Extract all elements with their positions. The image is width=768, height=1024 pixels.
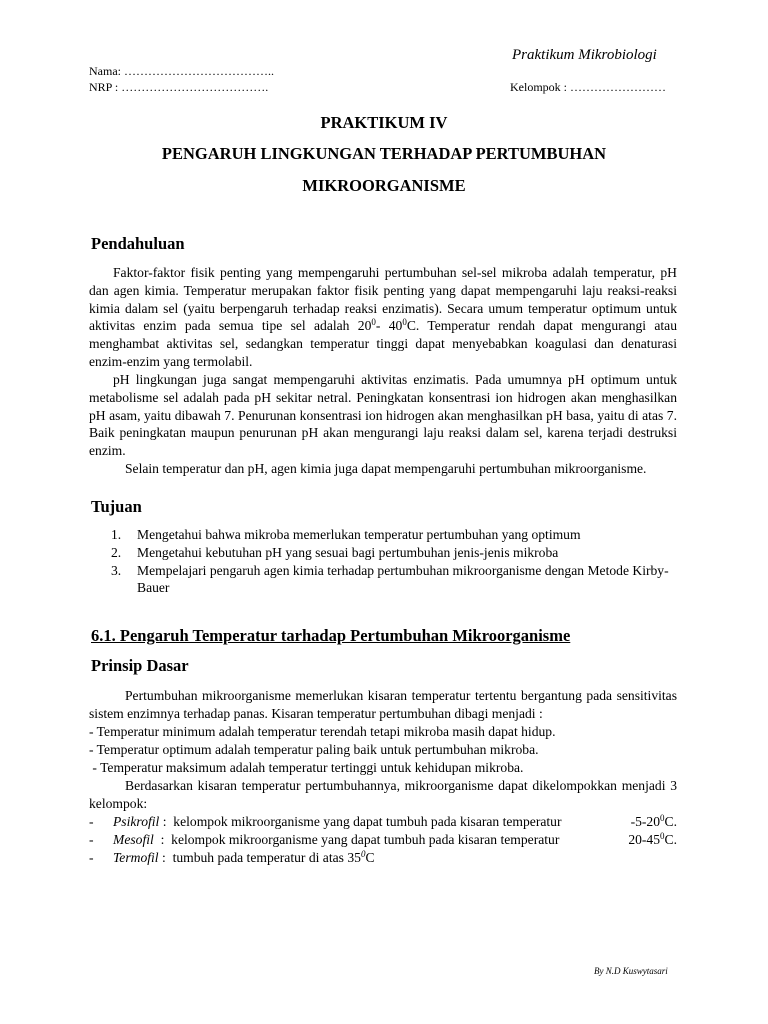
section-6-1-title: 6.1. Pengaruh Temperatur tarhadap Pertumbuhan Mikroorganisme	[91, 626, 571, 645]
author-footer: By N.D Kuswytasari	[594, 966, 668, 976]
nama-field: Nama: ………………………………..	[89, 64, 274, 78]
list-item: 3. Mempelajari pengaruh agen kimia terhadap pertumbuhan mikroorganisme dengan Metode Kirby-Bauer	[111, 562, 669, 596]
list-item: 1. Mengetahui bahwa mikroba memerlukan temperatur pertumbuhan yang optimum	[111, 527, 581, 542]
tujuan-list	[89, 526, 679, 597]
range-item-optimum: - Temperatur optimum adalah temperatur paling baik untuk pertumbuhan mikroba.	[89, 742, 539, 757]
pendahuluan-paragraph-1: Faktor-faktor fisik penting yang mempengaruhi pertumbuhan sel-sel mikroba adalah temperatur, pH dan agen kimia. Temperatur merupakan faktor fisik penting yang dapat mempengaruhi laju reaksi-reaksi kimia dalam sel (yaitu berpengaruh terhadap reaksi enzimatis). Secara umum temperatur optimum untuk aktivitas enzim pada semua tipe sel adalah $20^0-$ $40^0C$. Temperatur rendah dapat mengurangi atau menghambat aktivitas sel, sedangkan temperatur tinggi dapat menyebabkan koagulasi dan denaturasi enzim-enzim yang termolabil.	[89, 265, 678, 369]
list-item: 2. Mengetahui kebutuhan pH yang sesuai bagi pertumbuhan jenis-jenis mikroba	[111, 544, 559, 560]
prinsip-dasar-heading: Prinsip Dasar	[91, 656, 189, 675]
pendahuluan-paragraph-3: Selain temperatur dan pH, agen kimia juga dapat mempengaruhi pertumbuhan mikroorganisme.	[125, 461, 647, 476]
prinsip-paragraph-1: Pertumbuhan mikroorganisme memerlukan kisaran temperatur tertentu bergantung pada sensitivitas sistem enzimnya terhadap panas. Kisaran temperatur pertumbuhan dibagi menjadi :	[89, 688, 677, 721]
mesofil-range: $20-45^0C$.	[628, 831, 677, 847]
kelompok-field: Kelompok : ……………………	[510, 80, 666, 94]
course-header: Praktikum Mikrobiologi	[512, 47, 657, 63]
pendahuluan-heading: Pendahuluan	[91, 234, 185, 253]
tujuan-heading: Tujuan	[91, 497, 142, 516]
nrp-field: NRP : ……………………………….	[89, 80, 269, 94]
range-item-maksimum: - Temperatur maksimum adalah temperatur tertinggi untuk kehidupan mikroba.	[89, 760, 524, 775]
range-item-minimum: - Temperatur minimum adalah temperatur terendah tetapi mikroba masih dapat hidup.	[89, 724, 556, 739]
psikrofil-range: $-5-20^0C$.	[630, 813, 677, 829]
practicum-title: PRAKTIKUM IV	[320, 113, 448, 132]
main-title-line1: PENGARUH LINGKUNGAN TERHADAP PERTUMBUHAN	[161, 144, 607, 163]
main-title-line2: MIKROORGANISME	[302, 176, 466, 195]
pendahuluan-paragraph-2: pH lingkungan juga sangat mempengaruhi aktivitas enzimatis. Pada umumnya pH optimum untuk metabolisme sel adalah pada pH sekitar netral. Peningkatan konsentrasi ion hidrogen akan menghasilkan pH asam, yaitu dibawah 7. Penurunan konsentrasi ion hidrogen akan menghasilkan pH basa, yaitu di atas 7. Baik peningkatan maupun penurunan pH akan mengurangi laju reaksi dalam sel, karena terjadi destruksi enzim.	[89, 372, 677, 459]
document-page: Praktikum Mikrobiologi Nama: ……………………………….. NRP : ………………………………. Kelompok : …………………… PRAKTIKUM IV PENGARUH LINGKUNGAN TERHADAP PERTUMBUHAN MIKROORGANISME Pendahuluan Faktor-faktor fisik penting yang mempengaruhi pertumbuhan sel-sel mikroba adalah temperatur, pH dan agen kimia. Temperatur merupakan faktor fisik penting yang dapat mempengaruhi laju reaksi-reaksi kimia dalam sel (yaitu berpengaruh terhadap reaksi enzimatis). Secara umum temperatur optimum untuk aktivitas enzim pada semua tipe sel adalah $20^0-$ $40^0C$. Temperatur rendah dapat mengurangi atau menghambat aktivitas sel, sedangkan temperatur tinggi dapat menyebabkan koagulasi dan denaturasi enzim-enzim yang termolabil. pH lingkungan juga sangat mempengaruhi aktivitas enzimatis. Pada umumnya pH optimum untuk metabolisme sel adalah pada pH sekitar netral. Peningkatan konsentrasi ion hidrogen akan menghasilkan pH asam, yaitu dibawah 7. Penurunan konsentrasi ion hidrogen akan menghasilkan pH basa, yaitu di atas 7. Baik peningkatan maupun penurunan pH akan mengurangi laju reaksi dalam sel, karena terjadi destruksi enzim. Selain temperatur dan pH, agen kimia juga dapat mempengaruhi pertumbuhan mikroorganisme. Tujuan 1. Mengetahui bahwa mikroba memerlukan temperatur pertumbuhan yang optimum 2. Mengetahui kebutuhan pH yang sesuai bagi pertumbuhan jenis-jenis mikroba 3. Mempelajari pengaruh agen kimia terhadap pertumbuhan mikroorganisme dengan Metode Kirby-Bauer 6.1. Pengaruh Temperatur tarhadap Pertumbuhan Mikroorganisme Prinsip Dasar Pertumbuhan mikroorganisme memerlukan kisaran temperatur tertentu bergantung pada sensitivitas sistem enzimnya terhadap panas. Kisaran temperatur pertumbuhan dibagi menjadi : - Temperatur minimum adalah temperatur terendah tetapi mikroba masih dapat hidup. - Temperatur optimum adalah temperatur paling baik untuk pertumbuhan mikroba. - Temperatur maksimum adalah temperatur tertinggi untuk kehidupan mikroba. Berdasarkan kisaran temperatur pertumbuhannya, mikroorganisme dapat dikelompokkan menjadi 3 kelompok: - Psikrofil : kelompok mikroorganisme yang dapat tumbuh pada kisaran temperatur $-5-20^0C$. - Mesofil : kelompok mikroorganisme yang dapat tumbuh pada kisaran temperatur $20-45^0C$. - Termofil : tumbuh pada temperatur di atas $35^0C$ By N.D Kuswytasari	[0, 0, 768, 1024]
prinsip-paragraph-2: Berdasarkan kisaran temperatur pertumbuhannya, mikroorganisme dapat dikelompokkan menjadi 3 kelompok:	[89, 778, 677, 811]
